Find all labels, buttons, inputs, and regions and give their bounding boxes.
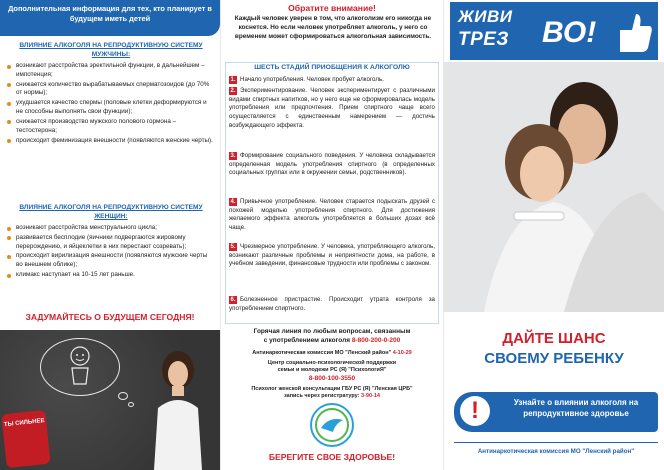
logo-word: ВО!: [542, 16, 597, 49]
woman-photo: [148, 348, 208, 470]
stage-item: [229, 76, 435, 85]
hotline-phone: 8-800-200-0-200: [351, 336, 401, 344]
stage-item: [229, 243, 435, 269]
attention-text: Каждый человек уверен в том, что алкоголизм его никогда не коснется. Но если человек употребляет алкоголь, у него со временем может сформироваться алкогольная зависимость.: [234, 15, 432, 40]
stage-item: [229, 87, 435, 130]
info-banner: Дополнительная информация для тех, кто планирует в будущем иметь детей: [0, 0, 220, 36]
stage-number: 6.: [230, 297, 236, 303]
commission-label: Антинаркотическая комиссия МО "Ленский район": [252, 350, 392, 356]
ty-silnee-logo: ТЫ СИЛЬНЕЕ: [1, 410, 50, 468]
list-item: климакс наступает на 10-15 лет раньше.: [6, 271, 214, 280]
couple-photo: [444, 62, 664, 312]
center-line: Центр социально-психологической поддержки: [267, 360, 397, 366]
think-headline: ЗАДУМАЙТЕСЬ О БУДУЩЕМ СЕГОДНЯ!: [0, 312, 220, 326]
commission-footer: Антинаркотическая комиссия МО "Ленский район": [454, 442, 658, 460]
commission-phone: 4-10-29: [392, 350, 412, 356]
list-item: ухудшается качество спермы (половые клетки деформируются и не способны выполнять свои функции);: [6, 99, 214, 117]
stage-number: 4.: [230, 199, 236, 205]
men-effects-list: [6, 62, 214, 146]
women-effects-list: [6, 224, 214, 281]
stage-text: Формирование социального поведения. У человека складывается определенная модель употребления спиртного (в определенных социальных группах или в окружении семьи, родственников).: [229, 152, 435, 177]
exclamation-icon: !: [460, 396, 490, 426]
hotline-line: Горячая линия по любым вопросам, связанным: [253, 328, 411, 335]
baby-drawing: [60, 344, 100, 390]
stage-number: 1.: [230, 77, 236, 83]
list-item: происходит вирилизация внешности (появляются мужские черты во внешнем облике);: [6, 252, 214, 270]
list-item: снижается производство мужского полового гормона – тестостерона;: [6, 118, 214, 136]
list-item: возникают расстройства менструального цикла;: [6, 224, 214, 233]
right-panel: [444, 0, 664, 470]
stage-text: Начало употребления. Человек пробует алкоголь.: [240, 76, 384, 83]
dove-emblem: [309, 402, 355, 448]
stage-item: [229, 198, 435, 233]
stage-text: Экспериментирование. Человек экспериментирует с различными видами спиртных напитков, но у него еще не сформировалась модель употребления или предпочтения. Прием спиртного чаще всего осуществляется с единственным намерением — достичь возбуждающего эффекта.: [229, 87, 435, 129]
psych-line: Психолог женской консультации ГБУ РС (Я) "Ленская ЦРБ": [251, 386, 413, 392]
commission-contact: [221, 350, 443, 357]
thumbs-up-icon: [618, 8, 654, 56]
psych-phone: 3-90-14: [361, 393, 380, 400]
thought-bubble-dot: [128, 402, 134, 407]
info-text: Узнайте о влиянии алкоголя на репродуктивное здоровье: [513, 398, 639, 418]
zhivi-trezvo-logo: [450, 2, 658, 60]
psych-line: запись через регистратуру:: [283, 393, 360, 400]
center-line: семьи и молодежи РС (Я) "ПсихологиЯ": [277, 367, 387, 374]
center-contact: [221, 360, 443, 384]
thought-bubble-dot: [118, 392, 128, 400]
logo-word: ЖИВИ: [458, 7, 513, 26]
stage-number: 2.: [230, 88, 236, 94]
take-care-footer: БЕРЕГИТЕ СВОЕ ЗДОРОВЬЕ!: [268, 452, 396, 462]
logo-word: ТРЕЗ: [458, 29, 509, 50]
stage-text: Чрезмерное употребление. У человека, употребляющего алкоголь, возникают различные проблемы и неприятности дома, на работе, в учебном заведении, финансовые трудности или проблемы с законом.: [229, 243, 435, 268]
left-panel: [0, 0, 220, 470]
info-box: [454, 392, 658, 432]
stage-text: Привычное употребление. Человек старается подыскать друзей с похожей моделью употребления спиртного. Для достижения желаемого эффекта алкоголь употребляется в больших дозах всё чаще.: [229, 198, 435, 232]
men-section-title: ВЛИЯНИЕ АЛКОГОЛЯ НА РЕПРОДУКТИВНУЮ СИСТЕМУ МУЖЧИНЫ:: [19, 42, 203, 58]
list-item: снижается количество вырабатываемых сперматозоидов (до 70% от нормы);: [6, 81, 214, 99]
headline-line-2: СВОЕМУ РЕБЕНКУ: [484, 350, 624, 367]
list-item: развивается бесплодие (яичники подвергаются жировому перерождению, и яйцеклетки в них перестают созревать);: [6, 234, 214, 252]
list-item: возникают расстройства эректильной функции, в дальнейшем – импотенция;: [6, 62, 214, 80]
stage-item: [229, 296, 435, 313]
stage-item: [229, 152, 435, 178]
hotline: [221, 328, 443, 346]
stage-number: 5.: [230, 244, 236, 250]
list-item: происходит феминизация внешности (появляются женские черты).: [6, 137, 214, 146]
stages-title: ШЕСТЬ СТАДИЙ ПРИОБЩЕНИЯ К АЛКОГОЛЮ: [254, 64, 410, 71]
stage-number: 3.: [230, 153, 236, 159]
middle-panel: [221, 0, 443, 470]
psychologist-contact: [221, 386, 443, 401]
headline-line-1: ДАЙТЕ ШАНС: [502, 330, 606, 347]
stage-text: Болезненное пристрастие. Происходит утрата контроля за употреблением спиртного.: [229, 296, 435, 312]
hotline-line: с употреблением алкоголя: [263, 336, 350, 344]
women-section-title: ВЛИЯНИЕ АЛКОГОЛЯ НА РЕПРОДУКТИВНУЮ СИСТЕМУ ЖЕНЩИН:: [19, 204, 203, 220]
center-phone: 8-800-100-3550: [308, 374, 356, 382]
attention-title: Обратите внимание!: [288, 3, 376, 13]
